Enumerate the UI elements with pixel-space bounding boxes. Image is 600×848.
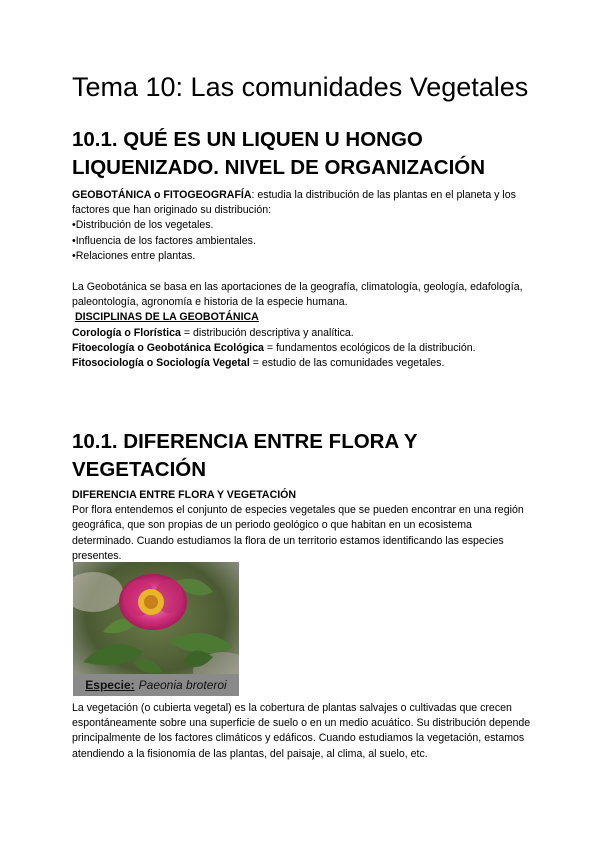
discipline-term: Fitosociología o Sociología Vegetal <box>72 357 250 370</box>
section-vegetacion <box>72 701 532 762</box>
intro-paragraph <box>72 188 532 218</box>
discipline-term: Corología o Florística <box>72 326 181 339</box>
heading-line-1: 10.1. DIFERENCIA ENTRE FLORA Y <box>72 430 418 453</box>
bullet-item: •Relaciones entre plantas. <box>72 249 196 262</box>
intro-term: GEOBOTÁNICA o FITOGEOGRAFÍA <box>72 189 252 201</box>
section-heading <box>72 126 532 182</box>
bullet-item: •Distribución de los vegetales. <box>72 219 214 232</box>
subheading: DIFERENCIA ENTRE FLORA Y VEGETACIÓN <box>72 489 297 501</box>
section-heading <box>72 428 532 484</box>
geobotanica-paragraph: La Geobotánica se basa en las aportaciones de la geografía, climatología, geología, edafología, paleontología, agronomía e historia de la especie humana. <box>72 281 523 309</box>
discipline-def: = distribución descriptiva y analítica. <box>180 326 354 339</box>
flora-paragraph: Por flora entendemos el conjunto de especies vegetales que se pueden encontrar en una región geográfica, que son propias de un periodo geológico o que habitan en un ecosistema determinado. Cuando estudiamos la flora de un territorio estamos identificando las especies presentes. <box>72 504 524 562</box>
discipline-item <box>72 326 532 341</box>
vegetacion-paragraph: La vegetación (o cubierta vegetal) es la cobertura de plantas salvajes o cultivadas que crecen espontáneamente sobre una superficie de suelo o en un medio acuático. Su distribución depende principalmente de los factores climáticos y edáficos. Cuando estudiamos la vegetación, estamos atendiendo a la fisionomía de las plantas, del paisaje, al clima, al suelo, etc. <box>72 702 531 760</box>
section-liquen <box>72 126 532 371</box>
section-body <box>72 701 532 762</box>
section-body <box>72 488 532 564</box>
discipline-def: = fundamentos ecológicos de la distribución. <box>263 341 476 354</box>
discipline-item <box>72 356 532 371</box>
discipline-def: = estudio de las comunidades vegetales. <box>249 357 445 370</box>
page-title: Tema 10: Las comunidades Vegetales <box>72 72 529 102</box>
disciplines-heading: DISCIPLINAS DE LA GEOBOTÁNICA <box>75 311 259 324</box>
discipline-item <box>72 341 532 356</box>
caption-species: Paeonia broteroi <box>138 678 227 692</box>
section-body <box>72 188 532 371</box>
photo-caption <box>73 674 239 696</box>
discipline-term: Fitoecología o Geobotánica Ecológica <box>72 341 264 354</box>
intro-text: : estudia la distribución de las plantas en el planeta y los factores que han originado su distribución: <box>72 189 516 217</box>
bullet-item: •Influencia de los factores ambientales. <box>72 234 256 247</box>
flower-photo <box>73 562 239 696</box>
heading-line-1: 10.1. QUÉ ES UN LIQUEN U HONGO <box>72 128 423 151</box>
section-flora-vegetacion <box>72 428 532 564</box>
heading-line-2: LIQUENIZADO. NIVEL DE ORGANIZACIÓN <box>72 156 486 179</box>
caption-label: Especie: <box>85 678 135 692</box>
heading-line-2: VEGETACIÓN <box>72 458 207 481</box>
